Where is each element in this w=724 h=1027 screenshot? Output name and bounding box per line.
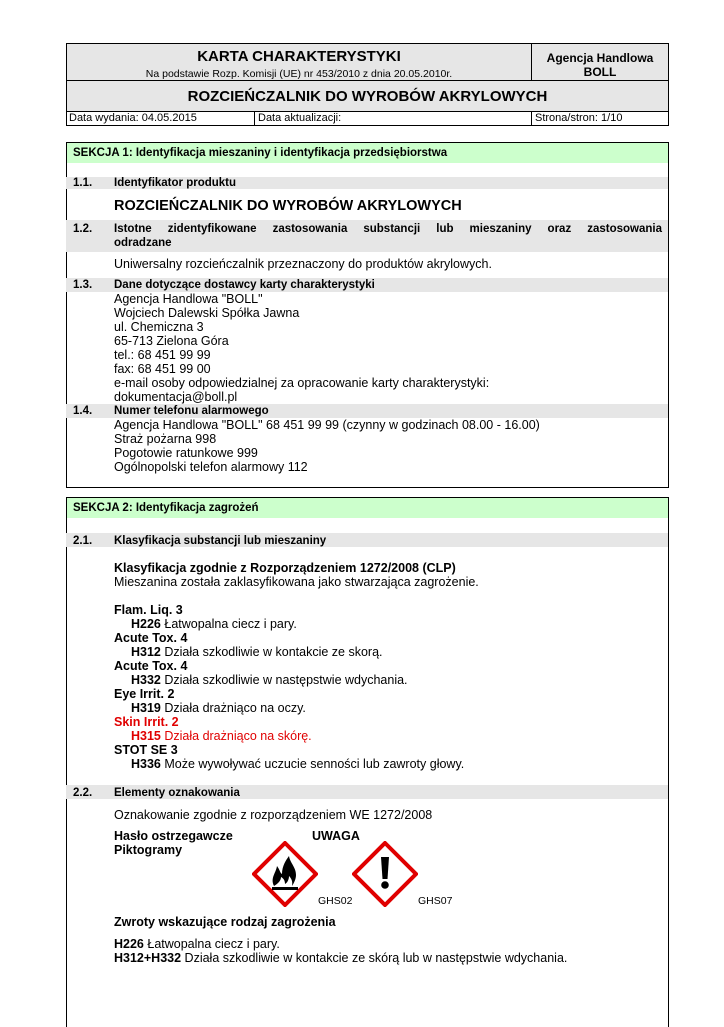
supplier-line: Wojciech Dalewski Spółka Jawna [114,306,300,320]
label-hazard-statement [114,951,567,965]
pictograms-label: Piktogramy [114,843,183,857]
supplier-line: e-mail osoby odpowiedzialnej za opracowanie karty charakterystyki: [114,376,490,390]
label-hazard-statement [114,937,280,951]
hazard-code: H312 [131,645,161,659]
hazard-statement [131,757,464,771]
hazard-code: H332 [131,673,161,687]
hazard-text: Działa szkodliwie w następstwie wdychania. [160,673,408,687]
s12-number: 1.2. [73,223,93,235]
s11-number: 1.1. [73,177,93,189]
s21-number: 2.1. [73,535,93,547]
document-title: KARTA CHARAKTERYSTYKI [197,48,401,65]
hazard-text: Działa szkodliwie w kontakcie ze skorą. [160,645,383,659]
page-number: Strona/stron: 1/10 [535,112,623,124]
supplier-line: tel.: 68 451 99 99 [114,348,211,362]
clp-title: Klasyfikacja zgodnie z Rozporządzeniem 1272/2008 (CLP) [114,561,456,575]
supplier-line: fax: 68 451 99 00 [114,362,211,376]
signal-word: UWAGA [312,829,360,843]
s22-title: Elementy oznakowania [114,787,240,799]
statement-code: H226 [114,937,144,951]
hazard-class: Acute Tox. 4 [114,631,188,645]
emergency-line: Straż pożarna 998 [114,432,217,446]
hazard-code: H336 [131,757,161,771]
emergency-line: Ogólnopolski telefon alarmowy 112 [114,460,308,474]
s12-title-line2: odradzane [114,237,172,249]
s11-title: Identyfikator produktu [114,177,237,189]
s14-title: Numer telefonu alarmowego [114,405,269,417]
issue-date: Data wydania: 04.05.2015 [69,112,197,124]
hazard-statement [131,701,306,715]
supplier-line: Agencja Handlowa "BOLL" [114,292,263,306]
s14-number: 1.4. [73,405,93,417]
s12-text: Uniwersalny rozcieńczalnik przeznaczony do produktów akrylowych. [114,257,492,271]
ghs07-exclamation-icon [352,841,418,907]
hazard-class: Eye Irrit. 2 [114,687,175,701]
hazard-statement [131,645,383,659]
ghs07-label: GHS07 [418,895,453,907]
ghs02-label: GHS02 [318,895,353,907]
hazard-statement-highlighted [131,729,312,743]
ghs02-flame-icon [252,841,318,907]
product-title: ROZCIEŃCZALNIK DO WYROBÓW AKRYLOWYCH [187,88,548,105]
hazard-statement [131,673,408,687]
hazard-text: Łatwopalna ciecz i pary. [160,617,297,631]
s21-title: Klasyfikacja substancji lub mieszaniny [114,535,327,547]
hazard-code: H315 [131,729,161,743]
emergency-line: Pogotowie ratunkowe 999 [114,446,258,460]
document-subtitle: Na podstawie Rozp. Komisji (UE) nr 453/2010 z dnia 20.05.2010r. [145,68,453,80]
statement-text: Łatwopalna ciecz i pary. [143,937,280,951]
hazard-text: Działa drażniąco na skórę. [160,729,312,743]
hazard-class-highlighted: Skin Irrit. 2 [114,715,179,729]
hazard-text: Działa drażniąco na oczy. [160,701,306,715]
hazard-code: H226 [131,617,161,631]
emergency-line: Agencja Handlowa "BOLL" 68 451 99 99 (czynny w godzinach 08.00 - 16.00) [114,418,540,432]
clp-text: Mieszanina została zaklasyfikowana jako stwarzająca zagrożenie. [114,575,479,589]
labelling-text: Oznakowanie zgodnie z rozporządzeniem WE 1272/2008 [114,808,433,822]
statement-text: Działa szkodliwie w kontakcie ze skórą lub w następstwie wdychania. [181,951,568,965]
hazard-text: Może wywoływać uczucie senności lub zawroty głowy. [160,757,465,771]
s13-title: Dane dotyczące dostawcy karty charakterystyki [114,279,375,291]
supplier-line: 65-713 Zielona Góra [114,334,229,348]
hazard-class: Acute Tox. 4 [114,659,188,673]
hazard-statement [131,617,297,631]
s22-number: 2.2. [73,787,93,799]
product-name: ROZCIEŃCZALNIK DO WYROBÓW AKRYLOWYCH [114,198,462,214]
signal-word-label: Hasło ostrzegawcze [114,829,233,843]
hazard-class: STOT SE 3 [114,743,178,757]
supplier-email[interactable]: dokumentacja@boll.pl [114,390,238,404]
hazard-code: H319 [131,701,161,715]
section2-heading: SEKCJA 2: Identyfikacja zagrożeń [73,502,259,514]
supplier-line: ul. Chemiczna 3 [114,320,204,334]
statement-code: H312+H332 [114,951,182,965]
s13-number: 1.3. [73,279,93,291]
section1-heading: SEKCJA 1: Identyfikacja mieszaniny i identyfikacja przedsiębiorstwa [73,147,448,159]
hazard-statements-title: Zwroty wskazujące rodzaj zagrożenia [114,915,336,929]
hazard-class: Flam. Liq. 3 [114,603,183,617]
update-date: Data aktualizacji: [258,112,342,124]
company-name-line1: Agencja Handlowa [546,51,654,65]
company-name-line2: BOLL [583,65,617,79]
s12-title-line1: Istotne zidentyfikowane zastosowania substancji lub mieszaniny oraz zastosowania [114,223,662,235]
